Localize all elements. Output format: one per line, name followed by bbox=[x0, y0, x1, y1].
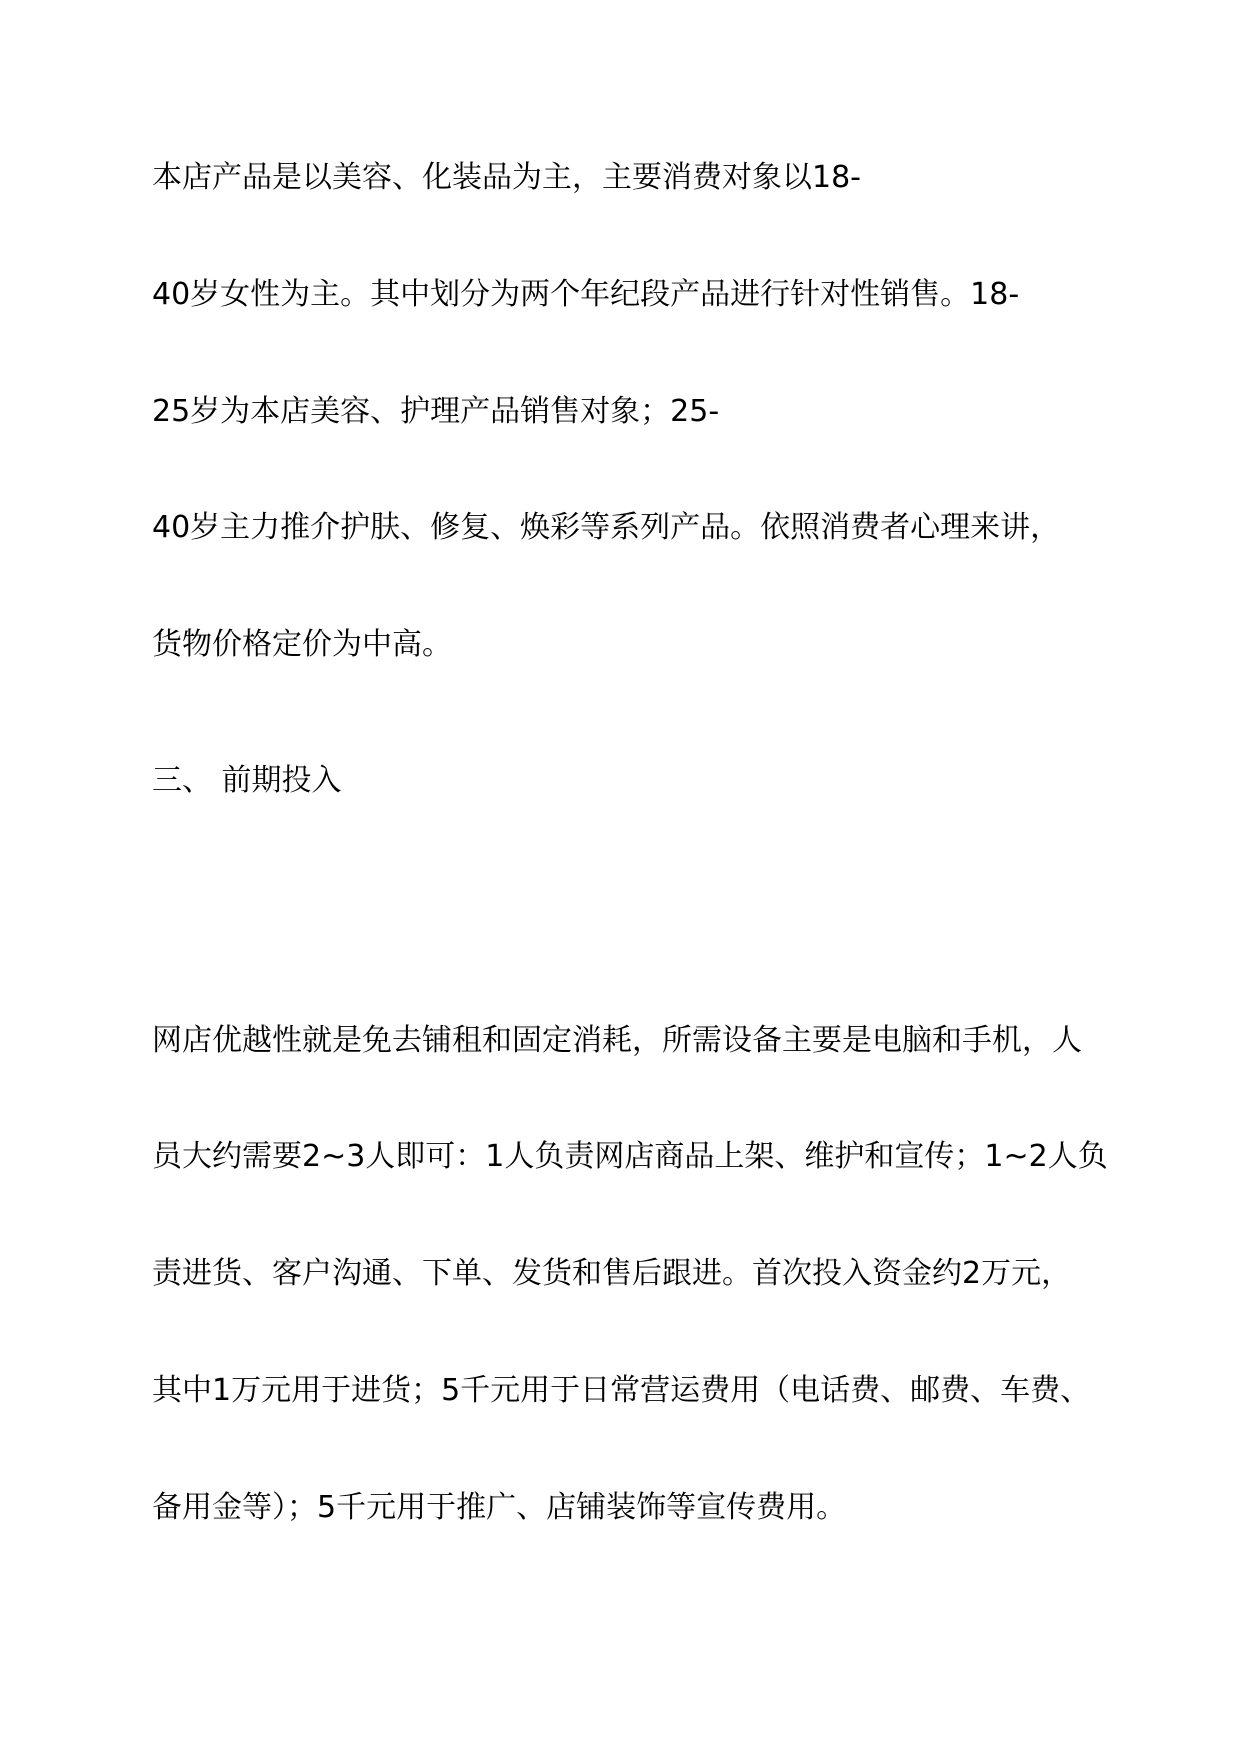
paragraph-line: 25岁为本店美容、护理产品销售对象；25- bbox=[152, 394, 720, 429]
paragraph-line: 40岁主力推介护肤、修复、焕彩等系列产品。依照消费者心理来讲， bbox=[152, 510, 1061, 545]
paragraph-line: 40岁女性为主。其中划分为两个年纪段产品进行针对性销售。18- bbox=[152, 277, 1020, 312]
paragraph-line: 责进货、客户沟通、下单、发货和售后跟进。首次投入资金约2万元， bbox=[152, 1256, 1072, 1291]
paragraph-line: 本店产品是以美容、化装品为主，主要消费对象以18- bbox=[152, 160, 861, 195]
paragraph-line: 网店优越性就是免去铺租和固定消耗，所需设备主要是电脑和手机，人 bbox=[152, 1023, 1082, 1058]
paragraph-line: 其中1万元用于进货；5千元用于日常营运费用（电话费、邮费、车费、 bbox=[152, 1373, 1091, 1408]
paragraph-line: 员大约需要2~3人即可：1人负责网店商品上架、维护和宣传；1~2人负 bbox=[152, 1139, 1108, 1174]
paragraph-line: 备用金等）；5千元用于推广、店铺装饰等宣传费用。 bbox=[152, 1490, 847, 1525]
section-heading: 三、 前期投入 bbox=[152, 763, 342, 798]
paragraph-line: 货物价格定价为中高。 bbox=[152, 627, 452, 662]
